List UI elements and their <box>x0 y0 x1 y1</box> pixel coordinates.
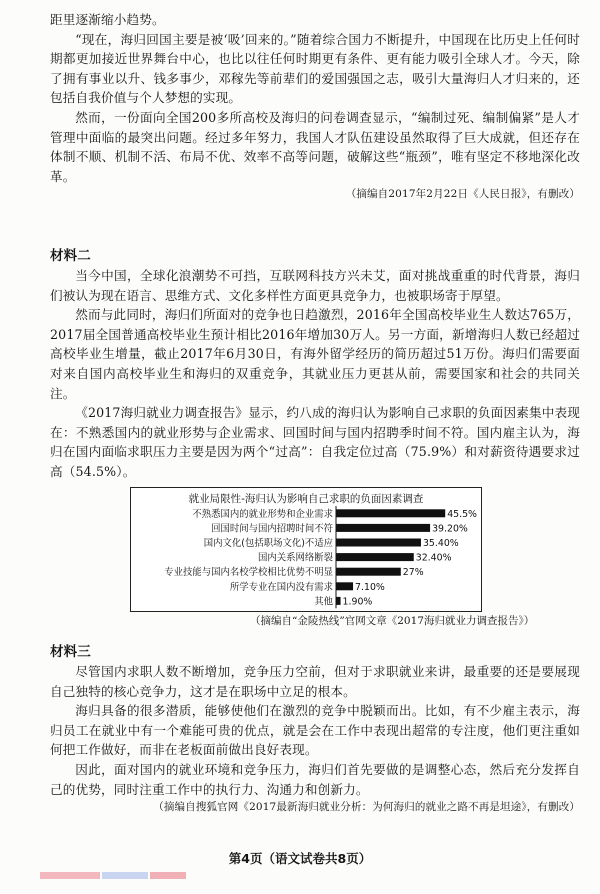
chart-source: （摘编自“金陵热线”官网文章《2017海归就业力调查报告》） <box>250 615 535 627</box>
chart-title: 就业局限性-海归认为影响自己求职的负面因素调查 <box>188 493 424 505</box>
paragraph: 海归具备的很多潜质，能够使他们在激烈的竞争中脱颖而出。比如，有不少雇主表示，海归员工在就业中有一个难能可贵的优点，就是会在工作中表现出超常的专注度，他们更注重如何把工作做好，而非在老板面前做出良好表现。 <box>50 703 580 758</box>
source-citation: （摘编自搜狐官网《2017最新海归就业分析：为何海归的就业之路不再是坦途》，有删改） <box>153 801 580 814</box>
value-label: 1.90% <box>342 596 373 608</box>
chart-plot <box>131 488 481 611</box>
paragraph: 然而，一份面向全国200多所高校及海归的问卷调查显示，“编制过死、编制偏紧”是人才管理中面临的最突出问题。经过多年努力，我国人才队伍建设虽然取得了巨大成就，但还存在体制不顺、机制不活、布局不优、效率不高等问题，破解这些“瓶颈”，唯有坚定不移地深化改革。 <box>50 109 580 184</box>
scan-smudge <box>150 872 186 879</box>
value-label: 45.5% <box>447 508 477 520</box>
value-label: 27% <box>402 567 424 579</box>
scan-smudge <box>40 872 100 879</box>
paragraph: 然而与此同时，海归们所面对的竞争也日趋激烈，2016年全国高校毕业生人数达765万，2017届全国普通高校毕业生预计相比2016年增加30万人。另一方面，新增海归人数已经超过高校毕业生增量，截止2017年6月30日，有海外留学经历的简历超过51万份。海归们需要面对来自国内高校毕业生和海归的双重竞争，其就业压力更甚从前，需要国家和社会的共同关注。 <box>50 307 580 401</box>
paragraph: 《2017海归就业力调查报告》显示，约八成的海归认为影响自己求职的负面因素集中表现在：不熟悉国内的就业形势与企业需求、回国时间与国内招聘季时间不符。国内雇主认为，海归在国内面临求职压力主要是因为两个“过高”：自我定位过高（75.9%）和对薪资待遇要求过高（54.5%）。 <box>50 405 580 479</box>
value-label: 35.40% <box>422 538 459 549</box>
bar <box>336 568 401 576</box>
category-label: 回国时间与国内招聘时间不符 <box>211 523 333 535</box>
paragraph: 因此，面对国内的就业环境和竞争压力，海归们首先要做的是调整心态，然后充分发挥自己的优势，同时注重工作中的执行力、沟通力和创新力。 <box>50 761 580 797</box>
category-label: 不熟悉国内的就业形势和企业需求 <box>192 508 333 520</box>
category-label: 国内关系网络断裂 <box>257 552 333 564</box>
paragraph: 尽管国内求职人数不断增加，竞争压力空前，但对于求职就业来讲，最重要的还是要展现自己独特的核心竞争力，这才是在职场中立足的根本。 <box>50 664 580 699</box>
category-label: 国内文化(包括职场文化)不适应 <box>203 538 333 549</box>
scan-smudge <box>102 872 148 879</box>
bar <box>336 597 341 605</box>
bar <box>336 553 414 561</box>
page-footer: 第4页（语文试卷共8页） <box>228 851 372 866</box>
paragraph-fragment: 距里逐渐缩小趋势。 <box>50 12 165 27</box>
category-label: 其他 <box>314 596 333 608</box>
paragraph: “现在，海归回国主要是被‘吸’回来的。”随着综合国力不断提升，中国现在比历史上任何时期都更加接近世界舞台中心，也比以往任何时期更有条件、更有能力吸引全球人才。今天，除了拥有事业以升、钱多事少，邓稼先等前辈们的爱国强国之志，吸引大量海归人才归来的，还包括自我价值与个人梦想的实现。 <box>50 31 580 106</box>
bar <box>336 539 421 547</box>
value-label: 32.40% <box>415 552 452 564</box>
category-label: 所学专业在国内没有需求 <box>229 581 333 593</box>
material-one-tail <box>50 10 580 203</box>
value-label: 39.20% <box>432 523 468 535</box>
source-citation: （摘编自2017年2月22日《人民日报》，有删改） <box>345 188 580 201</box>
bar-chart <box>130 487 482 612</box>
value-label: 7.10% <box>355 581 385 593</box>
bar <box>336 582 353 590</box>
section-heading: 材料二 <box>50 248 91 264</box>
paragraph: 当今中国，全球化浪潮势不可挡，互联网科技方兴未艾，面对挑战重重的时代背景，海归们被认为现在语言、思维方式、文化多样性方面更具竞争力，也被职场寄于厚望。 <box>50 268 580 303</box>
bar <box>336 509 445 517</box>
category-label: 专业技能与国内名校学校相比优势不明显 <box>164 567 333 579</box>
section-heading: 材料三 <box>50 644 91 660</box>
material-three <box>50 640 580 816</box>
bar <box>336 524 430 532</box>
material-two <box>50 244 580 482</box>
